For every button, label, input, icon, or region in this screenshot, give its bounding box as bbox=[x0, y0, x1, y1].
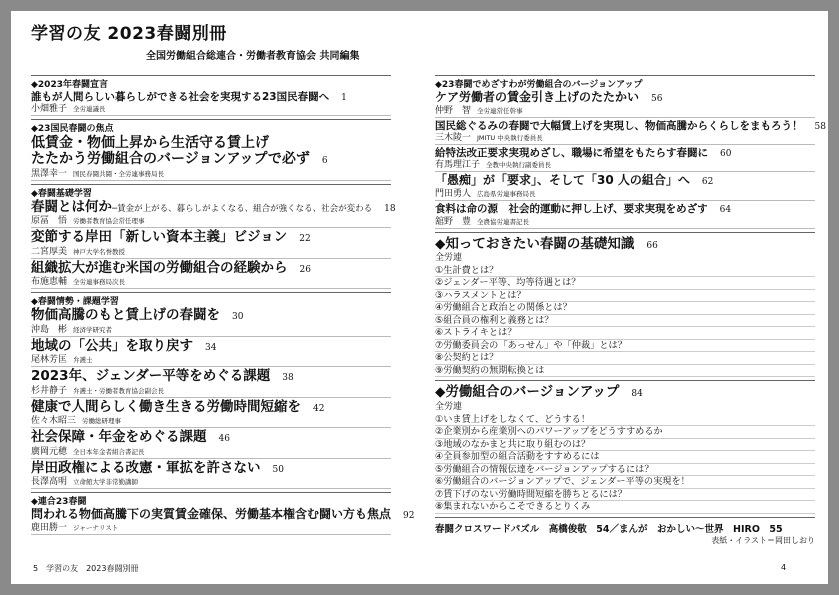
author-role: 弁護士・労働者教育協会副会長 bbox=[73, 386, 165, 395]
list-item: ①生計費とは？ bbox=[435, 265, 815, 278]
article bbox=[31, 135, 391, 180]
article-title: 問われる物価高騰下の実質賃金確保、労働基本権含む闘い方も焦点 92 bbox=[31, 507, 415, 522]
right-column bbox=[435, 75, 826, 549]
byline bbox=[31, 354, 391, 367]
section-title: ◆労働組合のバージョンアップ 84 bbox=[435, 384, 643, 401]
author: 仲野 智 bbox=[435, 105, 472, 116]
page-number: 62 bbox=[701, 177, 714, 188]
author-role: 立命館大学非常勤講師 bbox=[73, 478, 139, 487]
byline bbox=[435, 159, 815, 172]
page-number: 84 bbox=[631, 389, 643, 400]
page-number: 58 bbox=[814, 121, 826, 132]
section-label: ◆2023年春闘宣言 bbox=[31, 80, 108, 90]
article bbox=[435, 91, 815, 118]
byline bbox=[31, 324, 391, 337]
page-number: 22 bbox=[299, 234, 311, 245]
article bbox=[31, 230, 391, 259]
section-author: 全労連 bbox=[435, 401, 463, 412]
byline bbox=[435, 188, 815, 201]
article-title: 岸田政権による改憲・軍拡を許さない 50 bbox=[31, 459, 284, 476]
page-number: 50 bbox=[272, 464, 284, 475]
extras-line: 春闘クロスワードパズル 高橋俊敬 54／まんが おかしい〜世界 HIRO 55 bbox=[435, 523, 783, 535]
article-title: 誰もが人間らしい暮らしができる社会を実現する23国民春闘へ 1 bbox=[31, 91, 347, 103]
author: 長澤高明 bbox=[31, 477, 68, 488]
page-number: 56 bbox=[651, 94, 663, 104]
author-role: 全日本年金者組合書記長 bbox=[73, 447, 145, 456]
section-label: ◆23国民春闘の焦点 bbox=[31, 124, 114, 135]
byline bbox=[435, 132, 815, 145]
page-number: 30 bbox=[232, 312, 244, 323]
page-number: 26 bbox=[299, 264, 311, 275]
list-item: ⑤労働組合の情報伝達をバージョンアップするには？ bbox=[435, 464, 815, 477]
author-role: 神戸大学名誉教授 bbox=[73, 247, 126, 256]
list-item: ②ジェンダー平等、均等待遇とは？ bbox=[435, 277, 815, 290]
byline bbox=[435, 216, 815, 229]
page-number: 6 bbox=[321, 156, 328, 167]
page-title: 学習の友 2023春闘別冊 bbox=[31, 24, 227, 44]
article bbox=[435, 147, 815, 172]
page-number: 60 bbox=[720, 149, 732, 160]
list-item: ⑨労働契約の無期転換とは bbox=[435, 365, 815, 378]
article bbox=[435, 174, 815, 201]
section-issues bbox=[31, 292, 391, 489]
author: 布施恵輔 bbox=[31, 277, 68, 288]
list-item: ⑤組合員の権利と義務とは？ bbox=[435, 315, 815, 328]
author: 杉井静子 bbox=[31, 385, 68, 396]
article-title: 国民総ぐるみの春闘で大幅賃上げを実現し、物価高騰からくらしをまもろう！ 58 bbox=[435, 119, 826, 132]
author-role: 広島県労連事務局長 bbox=[477, 190, 536, 199]
cover-credit: 表紙・イラスト＝岡田しおり bbox=[711, 535, 815, 545]
article bbox=[31, 261, 391, 290]
list-item: ②企業別から産業別へのパワーアップをどうすすめるか bbox=[435, 426, 815, 439]
section-author: 全労連 bbox=[435, 252, 463, 263]
folio-right: 4 bbox=[781, 563, 787, 572]
section-basic-knowledge bbox=[435, 232, 815, 378]
byline bbox=[31, 103, 391, 116]
author: 鹿田勝一 bbox=[31, 522, 68, 533]
author: 二宮厚美 bbox=[31, 246, 68, 257]
article-title: ケア労働者の賃金引き上げのたたかい 56 bbox=[435, 90, 663, 104]
left-column bbox=[31, 75, 415, 538]
author-role: 全労連議長 bbox=[73, 105, 106, 114]
author-role: JMITU 中央執行委員長 bbox=[477, 134, 543, 143]
article-title: 食料は命の源 社会的運動に押し上げ、要求実現をめざす 64 bbox=[435, 203, 732, 216]
article-subtitle: ─賃金が上がる、暮らしがよくなる、組合が強くなる、社会が変わる bbox=[112, 203, 373, 214]
author: 原冨 悟 bbox=[31, 216, 68, 227]
toc-spread bbox=[11, 11, 828, 584]
author: 沖島 彬 bbox=[31, 324, 68, 335]
section-extras bbox=[435, 517, 815, 546]
article-title: 物価高騰のもと賃上げの春闘を 30 bbox=[31, 307, 244, 324]
page-number: 92 bbox=[403, 511, 415, 522]
folio-left: 5 学習の友 2023春闘別冊 bbox=[33, 564, 139, 573]
page-number: 64 bbox=[719, 205, 732, 216]
page-number: 38 bbox=[282, 373, 294, 384]
section-version-up-practice bbox=[435, 75, 826, 229]
author-role: 国民春闘共闘・全労連事務局長 bbox=[73, 169, 165, 178]
article-title: 給特法改正要求実現めざし、職場に希望をもたらす春闘に 60 bbox=[435, 147, 732, 160]
page-number: 46 bbox=[218, 434, 230, 445]
section-title: ◆知っておきたい春闘の基礎知識 66 bbox=[435, 235, 658, 252]
author: 黒澤幸一 bbox=[31, 168, 68, 179]
author-role: 労働総研理事 bbox=[82, 417, 122, 426]
article bbox=[31, 430, 391, 459]
article-title: 組織拡大が進む米国の労働組合の経験から 26 bbox=[31, 259, 311, 276]
article-title: 社会保障・年金をめぐる課題 46 bbox=[31, 429, 230, 446]
byline bbox=[31, 522, 391, 535]
byline bbox=[31, 246, 391, 259]
article bbox=[31, 91, 391, 116]
author: 有馬理江子 bbox=[435, 160, 481, 171]
author: 三木陵一 bbox=[435, 133, 472, 144]
author-role: 労働者教育協会常任理事 bbox=[73, 217, 145, 226]
list-item: ⑧集まれないからこそできるとりくみ bbox=[435, 501, 815, 514]
masthead bbox=[31, 19, 360, 62]
byline bbox=[31, 276, 391, 289]
author: 尾林芳匡 bbox=[31, 355, 68, 366]
editor-credit: 全国労働組合総連合・労働者教育協会 共同編集 bbox=[146, 51, 360, 62]
article-title: 春闘とは何か─賃金が上がる、暮らしがよくなる、組合が強くなる、社会が変わる 18 bbox=[31, 198, 396, 215]
section-version-up bbox=[435, 380, 815, 513]
list-item: ③ハラスメントとは？ bbox=[435, 290, 815, 303]
article bbox=[31, 198, 396, 229]
article-title: 変節する岸田「新しい資本主義」ビジョン 22 bbox=[31, 229, 311, 246]
section-label: ◆春闘基礎学習 bbox=[31, 188, 92, 199]
section-label: ◆春闘情勢・課題学習 bbox=[31, 297, 119, 308]
article bbox=[435, 203, 815, 228]
author-role: 全教中央執行副委員長 bbox=[486, 161, 552, 170]
byline bbox=[31, 446, 391, 459]
section-focus bbox=[31, 119, 391, 180]
page-number: 34 bbox=[205, 342, 217, 353]
article-title: 2023年、ジェンダー平等をめぐる課題 38 bbox=[31, 368, 294, 385]
article bbox=[31, 369, 391, 398]
article-title-line2: たたかう労働組合のバージョンアップで必ず 6 bbox=[31, 151, 328, 168]
article bbox=[435, 119, 826, 145]
page-number: 18 bbox=[384, 203, 396, 214]
page-number: 66 bbox=[646, 240, 658, 251]
list-item: ④労働組合と政治との関係とは？ bbox=[435, 302, 815, 315]
article-title: 健康で人間らしく働き生きる労働時間短縮を 42 bbox=[31, 398, 325, 415]
article-title: 「愚痴」が「要求」、そして「30 人の組合」へ 62 bbox=[435, 173, 714, 188]
list-item: ⑦賃下げのない労働時間短縮を勝ちとるには？ bbox=[435, 489, 815, 502]
author-role: 全労連常任幹事 bbox=[477, 106, 523, 115]
section-label: ◆23春闘でめざすわが労働組合のバージョンアップ bbox=[435, 80, 643, 90]
author-role: 弁護士 bbox=[73, 356, 93, 365]
author-role: ジャーナリスト bbox=[73, 523, 119, 532]
section-declaration bbox=[31, 75, 391, 116]
byline bbox=[31, 215, 391, 228]
article bbox=[31, 461, 391, 490]
article bbox=[31, 400, 391, 429]
list-item: ⑥労働組合のバージョンアップで、ジェンダー平等の実現を！ bbox=[435, 476, 815, 489]
article-title: 地域の「公共」を取り戻す 34 bbox=[31, 337, 217, 354]
byline bbox=[31, 168, 391, 181]
byline bbox=[31, 415, 391, 428]
author: 廣岡元穂 bbox=[31, 446, 68, 457]
author: 小畑雅子 bbox=[31, 104, 68, 115]
section-label: ◆連合23春闘 bbox=[31, 497, 87, 508]
article-title: 低賃金・物価上昇から生活守る賃上げ bbox=[31, 135, 269, 152]
list-item: ④全員参加型の組合活動をすすめるには bbox=[435, 451, 815, 464]
list-item: ⑦労働委員会の「あっせん」や「仲裁」とは？ bbox=[435, 340, 815, 353]
list-item: ⑧公契約とは？ bbox=[435, 352, 815, 365]
section-basics bbox=[31, 184, 396, 290]
list-item: ③地域のなかまと共に取り組むのは？ bbox=[435, 439, 815, 452]
article bbox=[31, 308, 391, 337]
list-item: ⑥ストライキとは？ bbox=[435, 327, 815, 340]
author: 門田勇人 bbox=[435, 189, 472, 200]
page-number: 42 bbox=[313, 403, 325, 414]
byline bbox=[31, 476, 391, 489]
article bbox=[31, 507, 415, 535]
page-number: 1 bbox=[341, 93, 347, 103]
byline bbox=[435, 105, 815, 118]
byline bbox=[31, 385, 391, 398]
author-role: 全労連事務局次長 bbox=[73, 278, 126, 287]
list-item: ①いま賃上げをしなくて、どうする！ bbox=[435, 414, 815, 427]
author-role: 全農協労連書記長 bbox=[477, 217, 530, 226]
article bbox=[31, 339, 391, 368]
author-role: 経済学研究者 bbox=[73, 325, 113, 334]
author: 佐々木昭三 bbox=[31, 416, 77, 427]
section-rengo bbox=[31, 492, 415, 535]
author: 舘野 豊 bbox=[435, 216, 472, 227]
